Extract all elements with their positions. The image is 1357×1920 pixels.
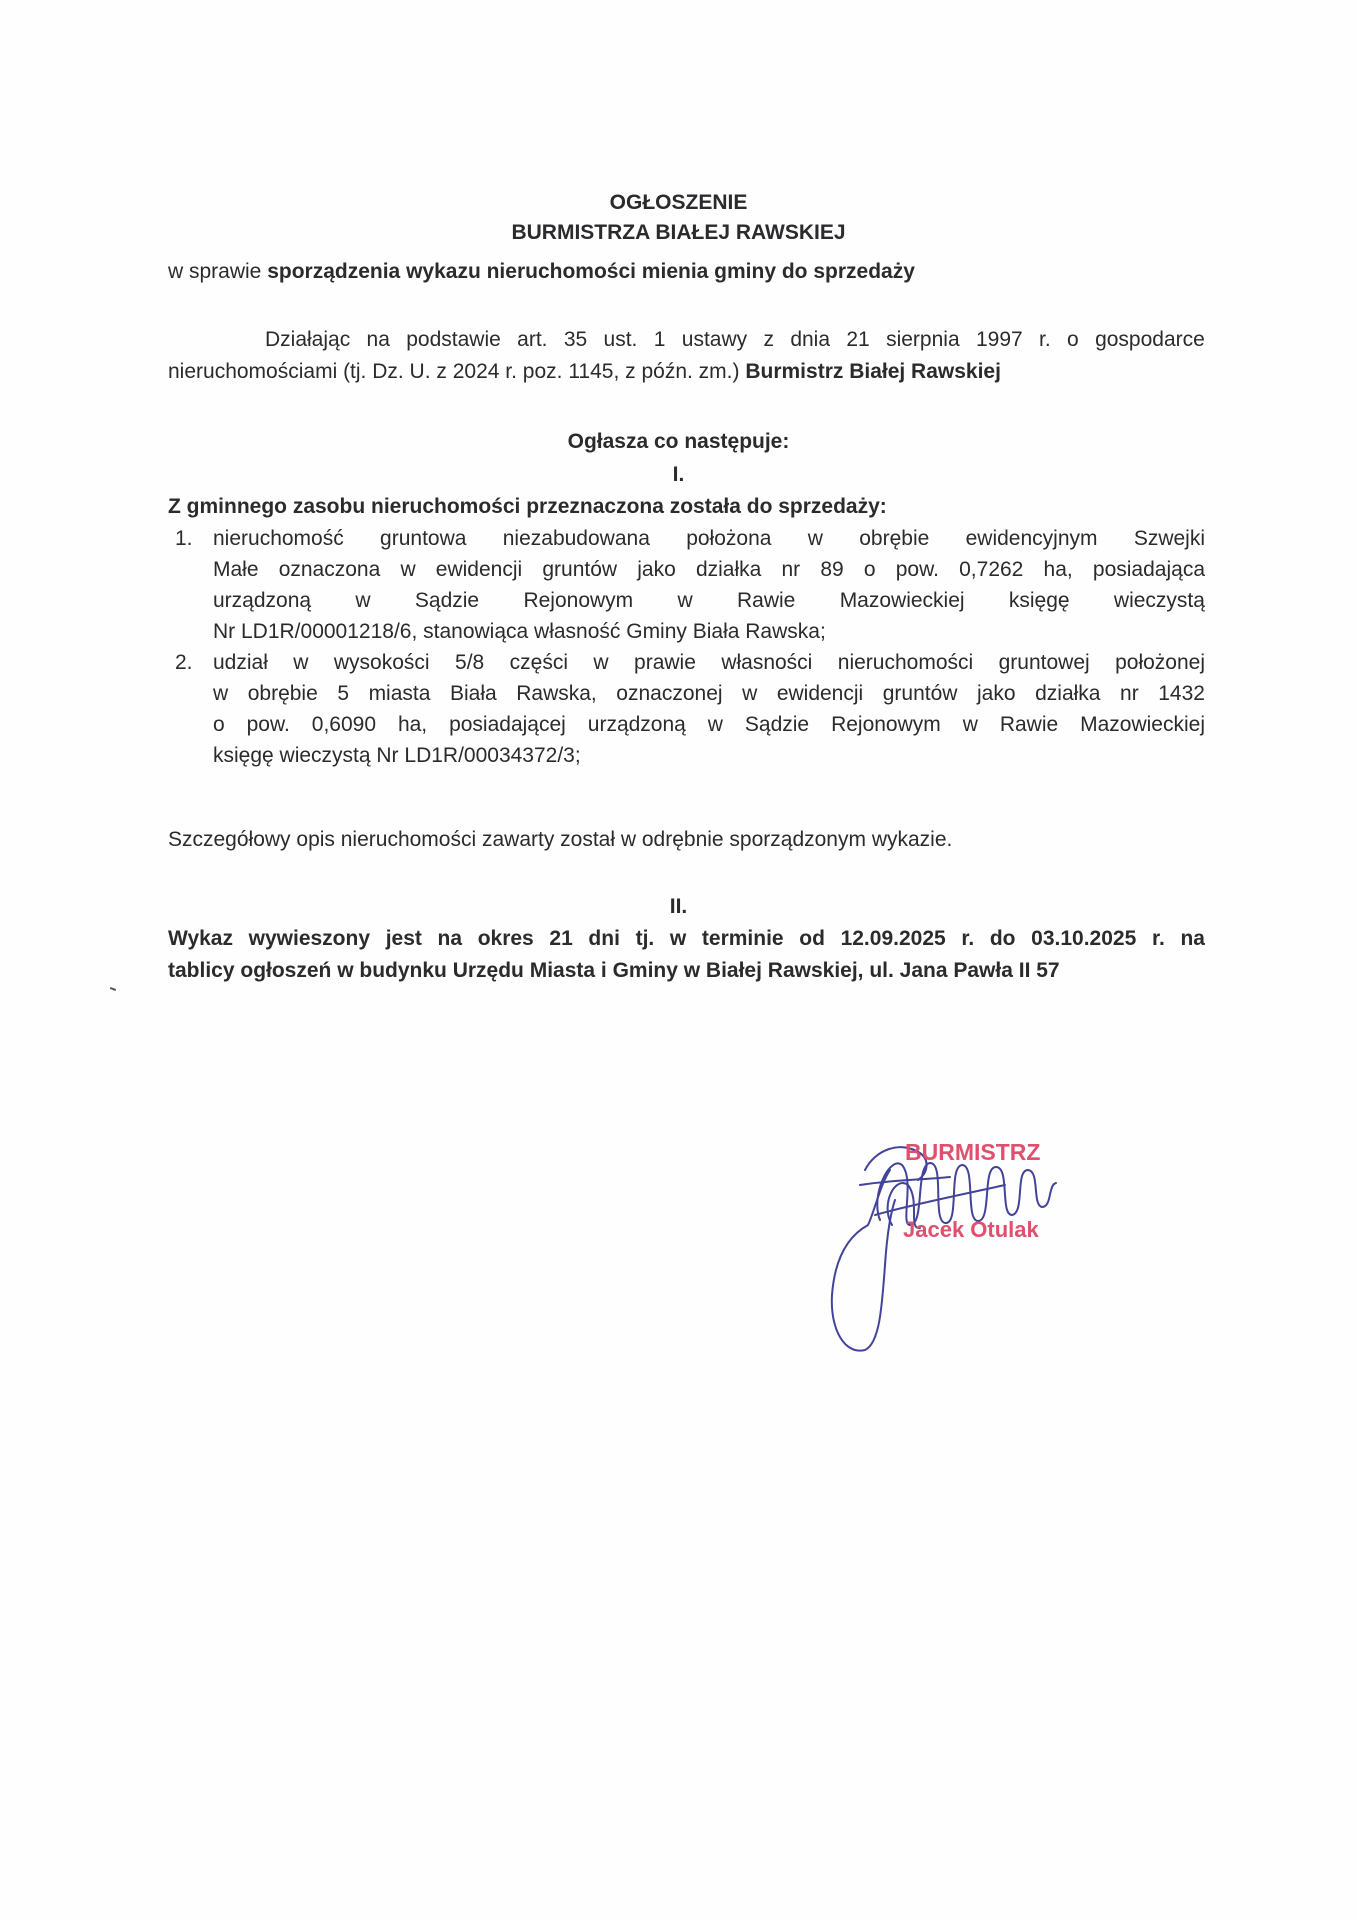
word: Rawska, bbox=[516, 682, 597, 705]
word: Sądzie bbox=[414, 589, 480, 612]
word: ewidencyjnym bbox=[965, 527, 1098, 550]
list-item-line bbox=[213, 651, 1205, 675]
word: 89 bbox=[820, 558, 844, 581]
word: działka bbox=[695, 558, 762, 581]
word: gruntowej bbox=[998, 651, 1090, 674]
word: 0,6090 bbox=[311, 713, 376, 736]
word: pow. bbox=[895, 558, 939, 581]
word: obrębie bbox=[247, 682, 318, 705]
word: wieczystą bbox=[1113, 589, 1205, 612]
signature-stroke bbox=[875, 1185, 1005, 1215]
list-item-line bbox=[213, 527, 1205, 551]
word: Mazowieckiej bbox=[1080, 713, 1205, 736]
signature-stroke bbox=[877, 1163, 1056, 1225]
word: ustawy bbox=[681, 328, 748, 351]
word: obrębie bbox=[859, 527, 930, 550]
word: w bbox=[400, 558, 416, 581]
word: udział bbox=[213, 651, 268, 674]
signature-stroke bbox=[860, 1177, 950, 1185]
section-1-numeral: I. bbox=[672, 463, 685, 486]
word: nr bbox=[781, 558, 801, 581]
word: dnia bbox=[790, 328, 831, 351]
word: w bbox=[593, 651, 609, 674]
word: do bbox=[989, 927, 1016, 950]
word: art. bbox=[517, 328, 548, 351]
word: gospodarce bbox=[1095, 328, 1205, 351]
word: Działając bbox=[265, 328, 351, 351]
subject-prefix: w sprawie bbox=[168, 260, 268, 283]
word: jest bbox=[385, 927, 422, 950]
word: Rawie bbox=[737, 589, 796, 612]
word: sierpnia bbox=[886, 328, 960, 351]
stamp-title: BURMISTRZ bbox=[905, 1139, 1041, 1165]
word: ust. bbox=[603, 328, 638, 351]
announce-heading: Ogłasza co następuje: bbox=[567, 430, 790, 453]
word: Rawie bbox=[999, 713, 1059, 736]
document-title: OGŁOSZENIE bbox=[609, 191, 748, 214]
word: o bbox=[213, 713, 225, 736]
subject-line bbox=[168, 260, 915, 284]
list-item-line bbox=[213, 589, 1205, 613]
word: na bbox=[437, 927, 463, 950]
word: 21 bbox=[846, 328, 870, 351]
word: w bbox=[355, 589, 371, 612]
word: Szwejki bbox=[1133, 527, 1205, 550]
word: urządzoną bbox=[587, 713, 686, 736]
word: o bbox=[863, 558, 876, 581]
word: pow. bbox=[246, 713, 290, 736]
word: Rejonowym bbox=[523, 589, 634, 612]
list-item-line bbox=[213, 713, 1205, 737]
word: prawie bbox=[634, 651, 696, 674]
word: wysokości bbox=[333, 651, 430, 674]
subject-bold: sporządzenia wykazu nieruchomości mienia gminy do sprzedaży bbox=[267, 260, 915, 283]
list-item-line: Nr LD1R/00001218/6, stanowiąca własność Gminy Biała Rawska; bbox=[213, 620, 826, 643]
word: gruntów bbox=[882, 682, 958, 705]
word: 1 bbox=[653, 328, 666, 351]
word: nr bbox=[1120, 682, 1139, 705]
word: 5/8 bbox=[455, 651, 485, 674]
word: w bbox=[669, 927, 687, 950]
word: części bbox=[509, 651, 568, 674]
signature-stroke bbox=[832, 1170, 895, 1351]
word: tj. bbox=[635, 927, 655, 950]
word: okres bbox=[477, 927, 534, 950]
word: ha, bbox=[1043, 558, 1073, 581]
word: jako bbox=[977, 682, 1016, 705]
word: o bbox=[1067, 328, 1079, 351]
word: położonej bbox=[1115, 651, 1205, 674]
posting-location-line: tablicy ogłoszeń w budynku Urzędu Miasta i Gminy w Białej Rawskiej, ul. Jana Pawła II 57 bbox=[168, 959, 1060, 982]
word: gruntów bbox=[542, 558, 618, 581]
word: w bbox=[742, 682, 758, 705]
word: gruntowa bbox=[380, 527, 467, 550]
word: ewidencji bbox=[776, 682, 864, 705]
word: r. bbox=[1039, 328, 1051, 351]
word: r. bbox=[961, 927, 975, 950]
word: podstawie bbox=[406, 328, 501, 351]
word: od bbox=[799, 927, 825, 950]
word: własności bbox=[721, 651, 813, 674]
word: z bbox=[763, 328, 774, 351]
word: nieruchomości bbox=[837, 651, 974, 674]
word: ewidencji bbox=[435, 558, 523, 581]
word: 0,7262 bbox=[959, 558, 1024, 581]
word: jako bbox=[637, 558, 676, 581]
list-item-line bbox=[213, 558, 1205, 582]
word: r. bbox=[1151, 927, 1165, 950]
word: w bbox=[962, 713, 978, 736]
word: położona bbox=[686, 527, 772, 550]
word: oznaczona bbox=[278, 558, 381, 581]
scan-artifact bbox=[110, 987, 116, 991]
section-2-numeral: II. bbox=[669, 895, 688, 918]
word: w bbox=[807, 527, 823, 550]
word: 21 bbox=[549, 927, 573, 950]
word: działka bbox=[1035, 682, 1101, 705]
word: 1432 bbox=[1158, 682, 1205, 705]
intro-line-2 bbox=[168, 360, 1001, 384]
word: posiadająca bbox=[1092, 558, 1205, 581]
word: w bbox=[677, 589, 693, 612]
word: Rejonowym bbox=[831, 713, 941, 736]
word: dni bbox=[588, 927, 620, 950]
intro-line-1 bbox=[265, 328, 1205, 352]
word: 5 bbox=[337, 682, 350, 705]
word: Mazowieckiej bbox=[839, 589, 965, 612]
word: niezabudowana bbox=[502, 527, 650, 550]
word: 03.10.2025 bbox=[1031, 927, 1137, 950]
word: nieruchomość bbox=[213, 527, 344, 550]
word: w bbox=[293, 651, 309, 674]
section-1-heading: Z gminnego zasobu nieruchomości przeznaczona została do sprzedaży: bbox=[168, 495, 887, 518]
issuing-authority: BURMISTRZA BIAŁEJ RAWSKIEJ bbox=[511, 221, 846, 244]
stamp-name: Jacek Otulak bbox=[903, 1217, 1039, 1242]
list-item-line: księgę wieczystą Nr LD1R/00034372/3; bbox=[213, 744, 581, 767]
word: wywieszony bbox=[248, 927, 371, 950]
word: posiadającej bbox=[449, 713, 566, 736]
word: 12.09.2025 bbox=[840, 927, 946, 950]
details-note: Szczegółowy opis nieruchomości zawarty został w odrębnie sporządzonym wykazie. bbox=[168, 828, 953, 851]
word: w bbox=[213, 682, 229, 705]
word: terminie bbox=[701, 927, 784, 950]
word: ha, bbox=[397, 713, 428, 736]
word: Wykaz bbox=[168, 927, 233, 950]
word: Sądzie bbox=[744, 713, 810, 736]
intro-legal-basis: nieruchomościami (tj. Dz. U. z 2024 r. poz. 1145, z późn. zm.) bbox=[168, 360, 746, 383]
word: w bbox=[707, 713, 723, 736]
word: na bbox=[366, 328, 390, 351]
list-item-number: 1. bbox=[175, 527, 193, 550]
list-item-line bbox=[213, 682, 1205, 706]
word: Biała bbox=[449, 682, 497, 705]
word: Małe bbox=[213, 558, 259, 581]
word: księgę bbox=[1008, 589, 1070, 612]
word: na bbox=[1180, 927, 1205, 950]
word: oznaczonej bbox=[616, 682, 723, 705]
posting-period-line bbox=[168, 927, 1205, 951]
word: miasta bbox=[368, 682, 431, 705]
word: urządzoną bbox=[213, 589, 312, 612]
intro-authority: Burmistrz Białej Rawskiej bbox=[745, 360, 1001, 383]
word: 35 bbox=[563, 328, 588, 351]
list-item-number: 2. bbox=[175, 651, 193, 674]
word: 1997 bbox=[975, 328, 1023, 351]
